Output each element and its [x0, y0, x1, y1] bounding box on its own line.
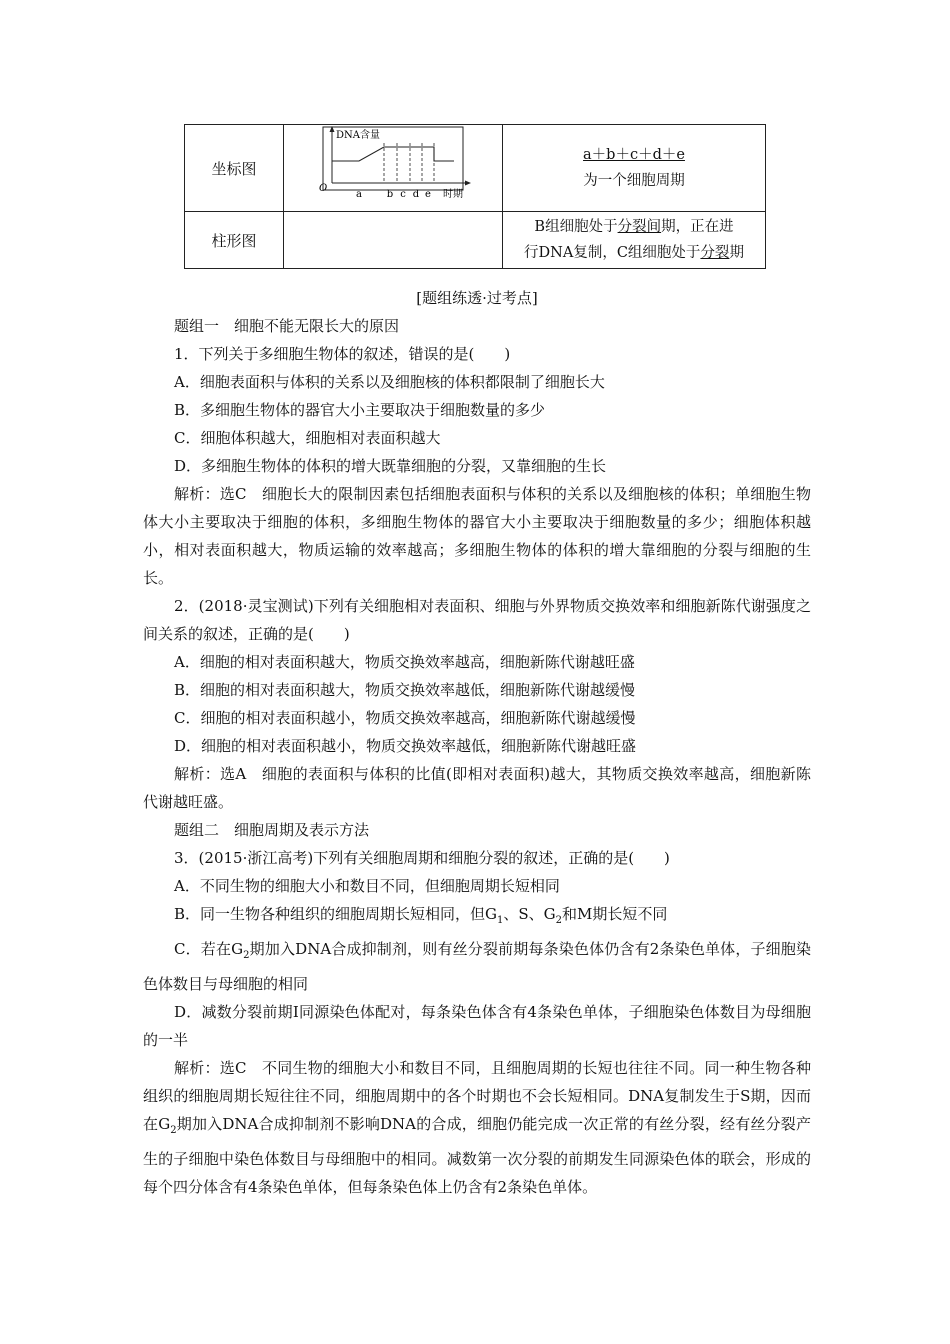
subscript: 2 [555, 915, 563, 926]
text-span: B．同一生物各种组织的细胞周期长短相同，但G [174, 905, 498, 923]
q3-stem: 3．(2015·浙江高考)下列有关细胞周期和细胞分裂的叙述，正确的是( ) [174, 849, 670, 867]
q3-option-b [143, 900, 811, 935]
cell-cycle-representation-table [184, 124, 766, 269]
q2-option-b: B．细胞的相对表面积越大，物质交换效率越低，细胞新陈代谢越缓慢 [174, 681, 636, 699]
origin-label: O [319, 183, 328, 194]
text-span: 、S、G [503, 905, 556, 923]
text-span: 期加入DNA合成抑制剂，则有丝分裂前期每条染色体仍含有2条染色单体，子细胞染色体数目与母细胞的相同 [143, 940, 811, 993]
x-tick-b: b [386, 189, 394, 200]
text-span: 行DNA复制，C组细胞处于 [524, 245, 701, 261]
text-span: 期 [729, 245, 744, 261]
group2-title: 题组二 细胞周期及表示方法 [174, 821, 370, 839]
text-span: 和M期长短不同 [562, 905, 668, 923]
x-tick-e: e [425, 189, 431, 200]
bar-description-line1 [503, 214, 765, 240]
q3-option-c [143, 935, 811, 998]
text-span: 期，正在进 [661, 219, 734, 235]
text-span: 解析：选C 不同生物的细胞大小和数目不同，且细胞周期的长短也往往不同。同一种生物各种组织的细胞周期长短往往不同，细胞周期中的各个时期也不会长短相同。DNA复制发生于S期，因而在G [143, 1059, 811, 1133]
section-heading: [题组练透·过考点] [416, 289, 538, 307]
bar-graph-cell [284, 212, 503, 269]
coordinate-description [503, 125, 766, 212]
q1-option-d: D．多细胞生物体的体积的增大既靠细胞的分裂，又靠细胞的生长 [174, 457, 607, 475]
table-row [185, 212, 766, 269]
q2-stem: 2．(2018·灵宝测试)下列有关细胞相对表面积、细胞与外界物质交换效率和细胞新陈代谢强度之间关系的叙述，正确的是( ) [143, 597, 811, 643]
row-label-coordinate: 坐标图 [185, 125, 284, 212]
x-axis-arrow [465, 181, 471, 186]
q1-option-b: B．多细胞生物体的器官大小主要取决于细胞数量的多少 [174, 401, 546, 419]
q2-option-d: D．细胞的相对表面积越小，物质交换效率越低，细胞新陈代谢越旺盛 [174, 737, 637, 755]
text-span: B组细胞处于 [534, 219, 618, 235]
q1-option-a: A．细胞表面积与体积的关系以及细胞核的体积都限制了细胞长大 [174, 373, 605, 391]
dna-content-line-graph [284, 125, 502, 207]
exercise-content [143, 284, 811, 1201]
q3-option-d: D．减数分裂前期Ⅰ同源染色体配对，每条染色体含有4条染色单体，子细胞染色体数目为母细胞的一半 [143, 1003, 811, 1049]
bar-description [503, 212, 766, 269]
group1-title: 题组一 细胞不能无限长大的原因 [174, 317, 400, 335]
q2-analysis: 解析：选A 细胞的表面积与体积的比值(即相对表面积)越大，其物质交换效率越高，细胞新陈代谢越旺盛。 [143, 765, 811, 811]
q1-analysis: 解析：选C 细胞长大的限制因素包括细胞表面积与体积的关系以及细胞核的体积；单细胞生物体大小主要取决于细胞的体积，多细胞生物体的器官大小主要取决于细胞数量的多少；细胞体积越小，相对表面积越大，物质运输的效率越高；多细胞生物体的体积的增大靠细胞的分裂与细胞的生长。 [143, 485, 811, 587]
cycle-formula-caption: 为一个细胞周期 [583, 173, 685, 189]
q1-stem: 1．下列关于多细胞生物体的叙述，错误的是( ) [174, 345, 511, 363]
cycle-formula: a＋b＋c＋d＋e [583, 147, 685, 163]
dna-content-curve [332, 147, 454, 161]
x-axis-label: 时期 [443, 189, 463, 200]
q2-option-a: A．细胞的相对表面积越大，物质交换效率越高，细胞新陈代谢越旺盛 [174, 653, 635, 671]
dna-content-graph-cell [284, 125, 503, 212]
text-span: 期加入DNA合成抑制剂不影响DNA的合成，细胞仍能完成一次正常的有丝分裂，经有丝分裂产生的子细胞中染色体数目与母细胞中的相同。减数第一次分裂的前期发生同源染色体的联会，形成的每个四分体含有4条染色单体，但每条染色体上仍含有2条染色单体。 [143, 1115, 811, 1196]
text-span: C．若在G [174, 940, 244, 958]
bar-description-line2 [503, 240, 765, 266]
x-tick-a: a [356, 189, 362, 200]
row-label-bar: 柱形图 [185, 212, 284, 269]
subscript: 2 [243, 950, 250, 961]
subscript: 1 [497, 915, 504, 926]
x-tick-d: d [412, 189, 420, 200]
q3-analysis [143, 1054, 811, 1201]
subscript: 2 [170, 1125, 177, 1136]
x-tick-c: c [400, 189, 406, 200]
y-axis-label: DNA含量 [336, 130, 380, 141]
underlined-answer: 分裂间 [617, 219, 662, 235]
q1-option-c: C．细胞体积越大，细胞相对表面积越大 [174, 429, 441, 447]
underlined-answer: 分裂 [700, 245, 730, 261]
table-row [185, 125, 766, 212]
q3-option-a: A．不同生物的细胞大小和数目不同，但细胞周期长短相同 [174, 877, 560, 895]
q2-option-c: C．细胞的相对表面积越小，物质交换效率越高，细胞新陈代谢越缓慢 [174, 709, 636, 727]
